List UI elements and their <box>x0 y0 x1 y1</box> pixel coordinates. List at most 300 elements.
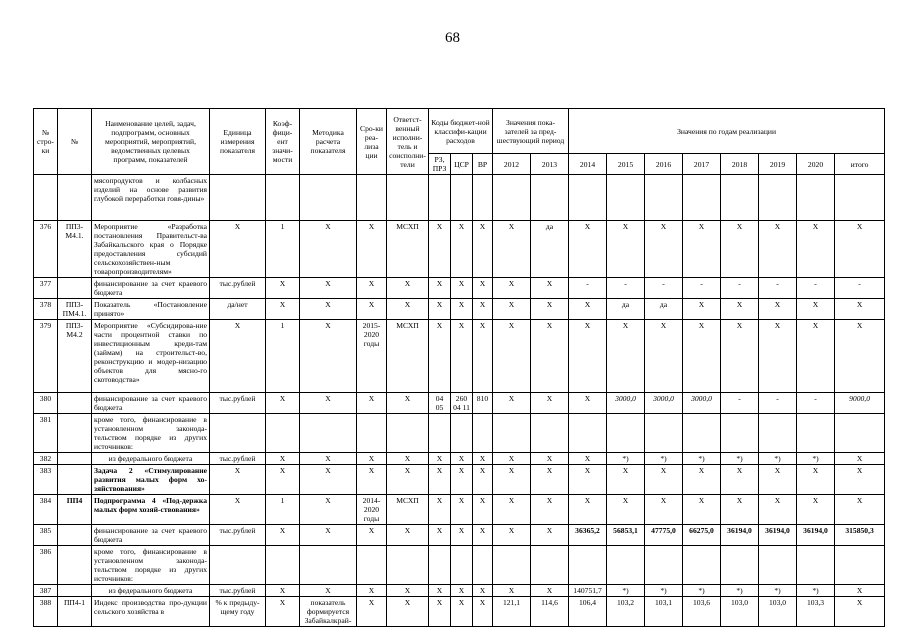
cell-value: Х <box>493 495 531 525</box>
cell-value: Х <box>531 278 569 299</box>
cell-value: Х <box>759 221 797 278</box>
cell-method: Х <box>300 393 357 414</box>
cell-csr: Х <box>451 525 473 546</box>
cell-row-no: 388 <box>34 597 58 627</box>
cell-unit: % к предыду-щему году <box>210 597 266 627</box>
cell-value: Х <box>569 221 607 278</box>
cell-csr <box>451 414 473 453</box>
cell-coef: Х <box>266 299 300 320</box>
cell-method: Х <box>300 465 357 495</box>
cell-value: Х <box>759 320 797 393</box>
cell-method <box>300 175 357 221</box>
cell-vr: 810 <box>473 393 493 414</box>
cell-value: Х <box>645 320 683 393</box>
cell-total <box>835 414 885 453</box>
cell-name: кроме того, финансирование в установленном законода-тельством порядке из других источников: <box>92 546 210 585</box>
cell-value: - <box>645 278 683 299</box>
cell-unit: тыс.рублей <box>210 585 266 597</box>
cell-value: 140751,7 <box>569 585 607 597</box>
cell-vr: Х <box>473 453 493 465</box>
cell-value: 3000,0 <box>683 393 721 414</box>
table-row <box>34 393 885 414</box>
cell-responsible: Х <box>387 525 429 546</box>
cell-value: 106,4 <box>569 597 607 627</box>
cell-value: 66275,0 <box>683 525 721 546</box>
header-method: Методика расчета показателя <box>300 109 357 175</box>
cell-value: Х <box>531 320 569 393</box>
cell-terms: Х <box>357 465 387 495</box>
cell-terms: Х <box>357 453 387 465</box>
cell-csr <box>451 546 473 585</box>
cell-terms: Х <box>357 299 387 320</box>
cell-coef: Х <box>266 597 300 627</box>
cell-name: финансирование за счет краевого бюджета <box>92 525 210 546</box>
cell-code: ПП3-ПМ4.1. <box>58 299 92 320</box>
cell-value: - <box>721 278 759 299</box>
cell-csr: Х <box>451 453 473 465</box>
cell-terms: 2015-2020 годы <box>357 320 387 393</box>
header-year: 2012 <box>493 154 531 175</box>
cell-value: Х <box>493 525 531 546</box>
cell-name: Задача 2 «Стимулирование развития малых форм хо-зяйствования» <box>92 465 210 495</box>
cell-value: 114,6 <box>531 597 569 627</box>
cell-name: Мероприятие «Разработка постановления Правительст-ва Забайкальского края о Порядке предоставления субсидий сельскохозяйствен-ным товаропроизводителям» <box>92 221 210 278</box>
cell-value: Х <box>531 495 569 525</box>
page-number: 68 <box>445 30 460 46</box>
table-body <box>34 175 885 627</box>
cell-value: *) <box>759 585 797 597</box>
cell-rz: Х <box>429 278 451 299</box>
cell-value: Х <box>645 221 683 278</box>
cell-responsible: Х <box>387 465 429 495</box>
cell-value: Х <box>531 393 569 414</box>
cell-row-no: 382 <box>34 453 58 465</box>
cell-value: - <box>721 393 759 414</box>
table-row <box>34 453 885 465</box>
cell-value: Х <box>493 320 531 393</box>
cell-value: 36365,2 <box>569 525 607 546</box>
cell-value <box>797 175 835 221</box>
cell-responsible <box>387 414 429 453</box>
cell-value: - <box>797 393 835 414</box>
cell-value <box>721 414 759 453</box>
header-year: 2014 <box>569 154 607 175</box>
cell-csr: Х <box>451 221 473 278</box>
cell-row-no: 383 <box>34 465 58 495</box>
header-year: 2020 <box>797 154 835 175</box>
header-year: 2016 <box>645 154 683 175</box>
cell-value: - <box>759 393 797 414</box>
cell-value: 103,6 <box>683 597 721 627</box>
cell-value <box>721 546 759 585</box>
cell-value <box>569 175 607 221</box>
cell-value <box>493 414 531 453</box>
cell-value: Х <box>683 299 721 320</box>
cell-value: Х <box>493 465 531 495</box>
cell-value <box>721 175 759 221</box>
cell-value: *) <box>797 453 835 465</box>
cell-csr: Х <box>451 320 473 393</box>
cell-responsible: Х <box>387 585 429 597</box>
cell-value: Х <box>797 320 835 393</box>
header-year: 2015 <box>607 154 645 175</box>
cell-value <box>607 414 645 453</box>
cell-code <box>58 393 92 414</box>
cell-value: *) <box>645 453 683 465</box>
cell-unit <box>210 175 266 221</box>
cell-value: Х <box>683 465 721 495</box>
cell-value: да <box>531 221 569 278</box>
cell-terms: Х <box>357 585 387 597</box>
cell-code: ПП4-1 <box>58 597 92 627</box>
cell-vr <box>473 414 493 453</box>
cell-code <box>58 414 92 453</box>
cell-unit: Х <box>210 495 266 525</box>
cell-value: 36194,0 <box>797 525 835 546</box>
cell-responsible: Х <box>387 597 429 627</box>
cell-coef: 1 <box>266 495 300 525</box>
cell-code <box>58 278 92 299</box>
cell-value: Х <box>759 465 797 495</box>
cell-terms <box>357 414 387 453</box>
cell-value: - <box>683 278 721 299</box>
cell-row-no: 384 <box>34 495 58 525</box>
cell-value <box>797 546 835 585</box>
cell-value: 103,1 <box>645 597 683 627</box>
cell-value: Х <box>493 299 531 320</box>
cell-total: 315850,3 <box>835 525 885 546</box>
cell-value <box>493 175 531 221</box>
cell-value: Х <box>493 453 531 465</box>
cell-value: Х <box>607 495 645 525</box>
header-code: № <box>58 109 92 175</box>
cell-value: *) <box>607 453 645 465</box>
cell-total: 9000,0 <box>835 393 885 414</box>
cell-value: 121,1 <box>493 597 531 627</box>
cell-rz: Х <box>429 320 451 393</box>
cell-name: из федерального бюджета <box>92 585 210 597</box>
cell-value: Х <box>607 221 645 278</box>
cell-rz: Х <box>429 585 451 597</box>
cell-value <box>683 414 721 453</box>
cell-value <box>569 546 607 585</box>
cell-value: *) <box>683 453 721 465</box>
cell-name: финансирование за счет краевого бюджета <box>92 278 210 299</box>
table-row <box>34 495 885 525</box>
cell-coef: 1 <box>266 320 300 393</box>
cell-method: Х <box>300 299 357 320</box>
cell-method: Х <box>300 320 357 393</box>
cell-rz: Х <box>429 597 451 627</box>
cell-rz <box>429 546 451 585</box>
cell-rz <box>429 175 451 221</box>
cell-value: Х <box>569 495 607 525</box>
cell-total <box>835 546 885 585</box>
cell-coef: Х <box>266 585 300 597</box>
cell-terms: Х <box>357 597 387 627</box>
cell-total: Х <box>835 320 885 393</box>
cell-value <box>607 546 645 585</box>
cell-value <box>759 546 797 585</box>
cell-value: Х <box>531 525 569 546</box>
cell-terms <box>357 546 387 585</box>
cell-vr: Х <box>473 278 493 299</box>
cell-responsible: МСХП <box>387 495 429 525</box>
cell-vr: Х <box>473 597 493 627</box>
cell-unit <box>210 414 266 453</box>
cell-value: да <box>645 299 683 320</box>
cell-value <box>645 546 683 585</box>
cell-coef: Х <box>266 278 300 299</box>
cell-unit: тыс.рублей <box>210 453 266 465</box>
cell-coef: Х <box>266 525 300 546</box>
cell-value: Х <box>493 393 531 414</box>
cell-rz: Х <box>429 465 451 495</box>
header-responsible: Ответст-венный исполни-тель и соисполни-тели <box>387 109 429 175</box>
cell-value <box>531 414 569 453</box>
cell-value <box>531 175 569 221</box>
cell-unit: тыс.рублей <box>210 525 266 546</box>
cell-value <box>645 175 683 221</box>
cell-code <box>58 453 92 465</box>
cell-terms: Х <box>357 221 387 278</box>
cell-unit: Х <box>210 465 266 495</box>
cell-value: Х <box>683 221 721 278</box>
cell-vr: Х <box>473 299 493 320</box>
cell-row-no: 376 <box>34 221 58 278</box>
cell-method: Х <box>300 495 357 525</box>
table-row <box>34 465 885 495</box>
cell-responsible: Х <box>387 299 429 320</box>
cell-responsible <box>387 175 429 221</box>
cell-rz: Х <box>429 495 451 525</box>
cell-value <box>683 546 721 585</box>
cell-value: Х <box>721 495 759 525</box>
cell-row-no: 387 <box>34 585 58 597</box>
cell-unit: тыс.рублей <box>210 278 266 299</box>
cell-vr: Х <box>473 465 493 495</box>
cell-row-no: 378 <box>34 299 58 320</box>
cell-name: финансирование за счет краевого бюджета <box>92 393 210 414</box>
cell-csr: Х <box>451 597 473 627</box>
cell-csr: 260 04 11 <box>451 393 473 414</box>
cell-code: ПП3-М4.1. <box>58 221 92 278</box>
cell-value: 36194,0 <box>759 525 797 546</box>
cell-csr: Х <box>451 465 473 495</box>
cell-value: Х <box>759 495 797 525</box>
cell-value <box>569 414 607 453</box>
cell-total: Х <box>835 453 885 465</box>
cell-value: Х <box>569 465 607 495</box>
cell-value: Х <box>531 453 569 465</box>
cell-terms: Х <box>357 525 387 546</box>
cell-method: Х <box>300 525 357 546</box>
cell-csr: Х <box>451 299 473 320</box>
cell-value: Х <box>531 299 569 320</box>
cell-row-no: 380 <box>34 393 58 414</box>
header-csr: ЦСР <box>451 154 473 175</box>
cell-rz: 04 05 <box>429 393 451 414</box>
header-name: Наименование целей, задач, подпрограмм, основных мероприятий, мероприятий, ведомственных целевых программ, показателей <box>92 109 210 175</box>
cell-terms: Х <box>357 393 387 414</box>
cell-value <box>683 175 721 221</box>
cell-value: Х <box>531 465 569 495</box>
cell-value: Х <box>493 585 531 597</box>
cell-terms <box>357 175 387 221</box>
cell-value: Х <box>721 465 759 495</box>
cell-row-no: 379 <box>34 320 58 393</box>
cell-csr: Х <box>451 278 473 299</box>
cell-responsible: Х <box>387 453 429 465</box>
cell-vr <box>473 175 493 221</box>
cell-value: *) <box>797 585 835 597</box>
cell-unit <box>210 546 266 585</box>
cell-total: Х <box>835 221 885 278</box>
cell-row-no: 386 <box>34 546 58 585</box>
cell-csr <box>451 175 473 221</box>
cell-rz <box>429 414 451 453</box>
header-year: 2019 <box>759 154 797 175</box>
cell-vr: Х <box>473 525 493 546</box>
cell-method: Х <box>300 453 357 465</box>
cell-value: *) <box>721 453 759 465</box>
cell-value <box>759 414 797 453</box>
cell-value: *) <box>645 585 683 597</box>
cell-value: Х <box>683 320 721 393</box>
cell-row-no <box>34 175 58 221</box>
cell-value <box>493 546 531 585</box>
cell-rz: Х <box>429 453 451 465</box>
cell-method: Х <box>300 221 357 278</box>
cell-code <box>58 525 92 546</box>
cell-row-no: 377 <box>34 278 58 299</box>
header-year: 2018 <box>721 154 759 175</box>
cell-value: Х <box>493 278 531 299</box>
cell-vr: Х <box>473 221 493 278</box>
cell-value: Х <box>797 495 835 525</box>
table-row <box>34 585 885 597</box>
cell-value: - <box>607 278 645 299</box>
table-row <box>34 175 885 221</box>
cell-responsible: МСХП <box>387 320 429 393</box>
header-vr: ВР <box>473 154 493 175</box>
cell-value <box>797 414 835 453</box>
cell-coef: Х <box>266 465 300 495</box>
cell-name: Индекс производства про-дукции сельского хозяйства в <box>92 597 210 627</box>
cell-total: Х <box>835 585 885 597</box>
header-terms: Сро-ки реа-лиза ции <box>357 109 387 175</box>
cell-unit: тыс.рублей <box>210 393 266 414</box>
cell-value: Х <box>797 465 835 495</box>
cell-value <box>531 546 569 585</box>
cell-value: Х <box>797 299 835 320</box>
cell-value: - <box>797 278 835 299</box>
cell-name: кроме того, финансирование в установленном законода-тельством порядке из других источников: <box>92 414 210 453</box>
cell-row-no: 385 <box>34 525 58 546</box>
cell-vr: Х <box>473 585 493 597</box>
cell-value: Х <box>607 320 645 393</box>
cell-value: 103,3 <box>797 597 835 627</box>
cell-value <box>759 175 797 221</box>
cell-value: Х <box>721 320 759 393</box>
cell-value: Х <box>759 299 797 320</box>
cell-total: Х <box>835 495 885 525</box>
cell-value: - <box>759 278 797 299</box>
cell-total: Х <box>835 299 885 320</box>
table-row <box>34 320 885 393</box>
cell-value: Х <box>645 465 683 495</box>
cell-value: 47775,0 <box>645 525 683 546</box>
cell-code: ПП3-М4.2 <box>58 320 92 393</box>
cell-value: 103,2 <box>607 597 645 627</box>
header-prev-values: Значения пока-зателей за пред-шествующий период <box>493 109 569 154</box>
cell-coef <box>266 175 300 221</box>
cell-unit: да/нет <box>210 299 266 320</box>
cell-coef <box>266 546 300 585</box>
cell-value: Х <box>569 393 607 414</box>
cell-code: ПП4 <box>58 495 92 525</box>
header-total: итого <box>835 154 885 175</box>
cell-name: мясопродуктов и колбасных изделий на основе развития глубокой переработки говя-дины» <box>92 175 210 221</box>
header-unit: Единица измерения показателя <box>210 109 266 175</box>
cell-value: 103,0 <box>721 597 759 627</box>
cell-value: Х <box>531 585 569 597</box>
cell-coef: Х <box>266 453 300 465</box>
cell-vr <box>473 546 493 585</box>
cell-terms: Х <box>357 278 387 299</box>
cell-value: Х <box>721 299 759 320</box>
cell-value <box>607 175 645 221</box>
cell-value: *) <box>759 453 797 465</box>
table-row <box>34 597 885 627</box>
cell-rz: Х <box>429 221 451 278</box>
cell-coef <box>266 414 300 453</box>
cell-value: Х <box>721 221 759 278</box>
cell-rz: Х <box>429 299 451 320</box>
cell-value: *) <box>721 585 759 597</box>
cell-total: Х <box>835 465 885 495</box>
cell-method: показатель формируется Забайкалкрай- <box>300 597 357 627</box>
cell-name: Показатель «Постановление принято» <box>92 299 210 320</box>
cell-unit: Х <box>210 320 266 393</box>
cell-value: Х <box>569 453 607 465</box>
cell-responsible: МСХП <box>387 221 429 278</box>
header-coef: Коэф-фици-ент значи-мости <box>266 109 300 175</box>
cell-value: 3000,0 <box>607 393 645 414</box>
cell-code <box>58 175 92 221</box>
cell-method <box>300 546 357 585</box>
cell-total: - <box>835 278 885 299</box>
header-row-no: № стро-ки <box>34 109 58 175</box>
cell-responsible: Х <box>387 278 429 299</box>
cell-total <box>835 175 885 221</box>
table-row <box>34 525 885 546</box>
table-row <box>34 278 885 299</box>
cell-unit: Х <box>210 221 266 278</box>
cell-value: 56853,1 <box>607 525 645 546</box>
cell-value: Х <box>569 299 607 320</box>
cell-rz: Х <box>429 525 451 546</box>
cell-value: *) <box>607 585 645 597</box>
table-header <box>34 109 885 175</box>
cell-value: Х <box>607 465 645 495</box>
cell-value: Х <box>493 221 531 278</box>
cell-csr: Х <box>451 495 473 525</box>
header-rz: РЗ, ПРЗ <box>429 154 451 175</box>
cell-code <box>58 585 92 597</box>
cell-code <box>58 546 92 585</box>
cell-method: Х <box>300 278 357 299</box>
